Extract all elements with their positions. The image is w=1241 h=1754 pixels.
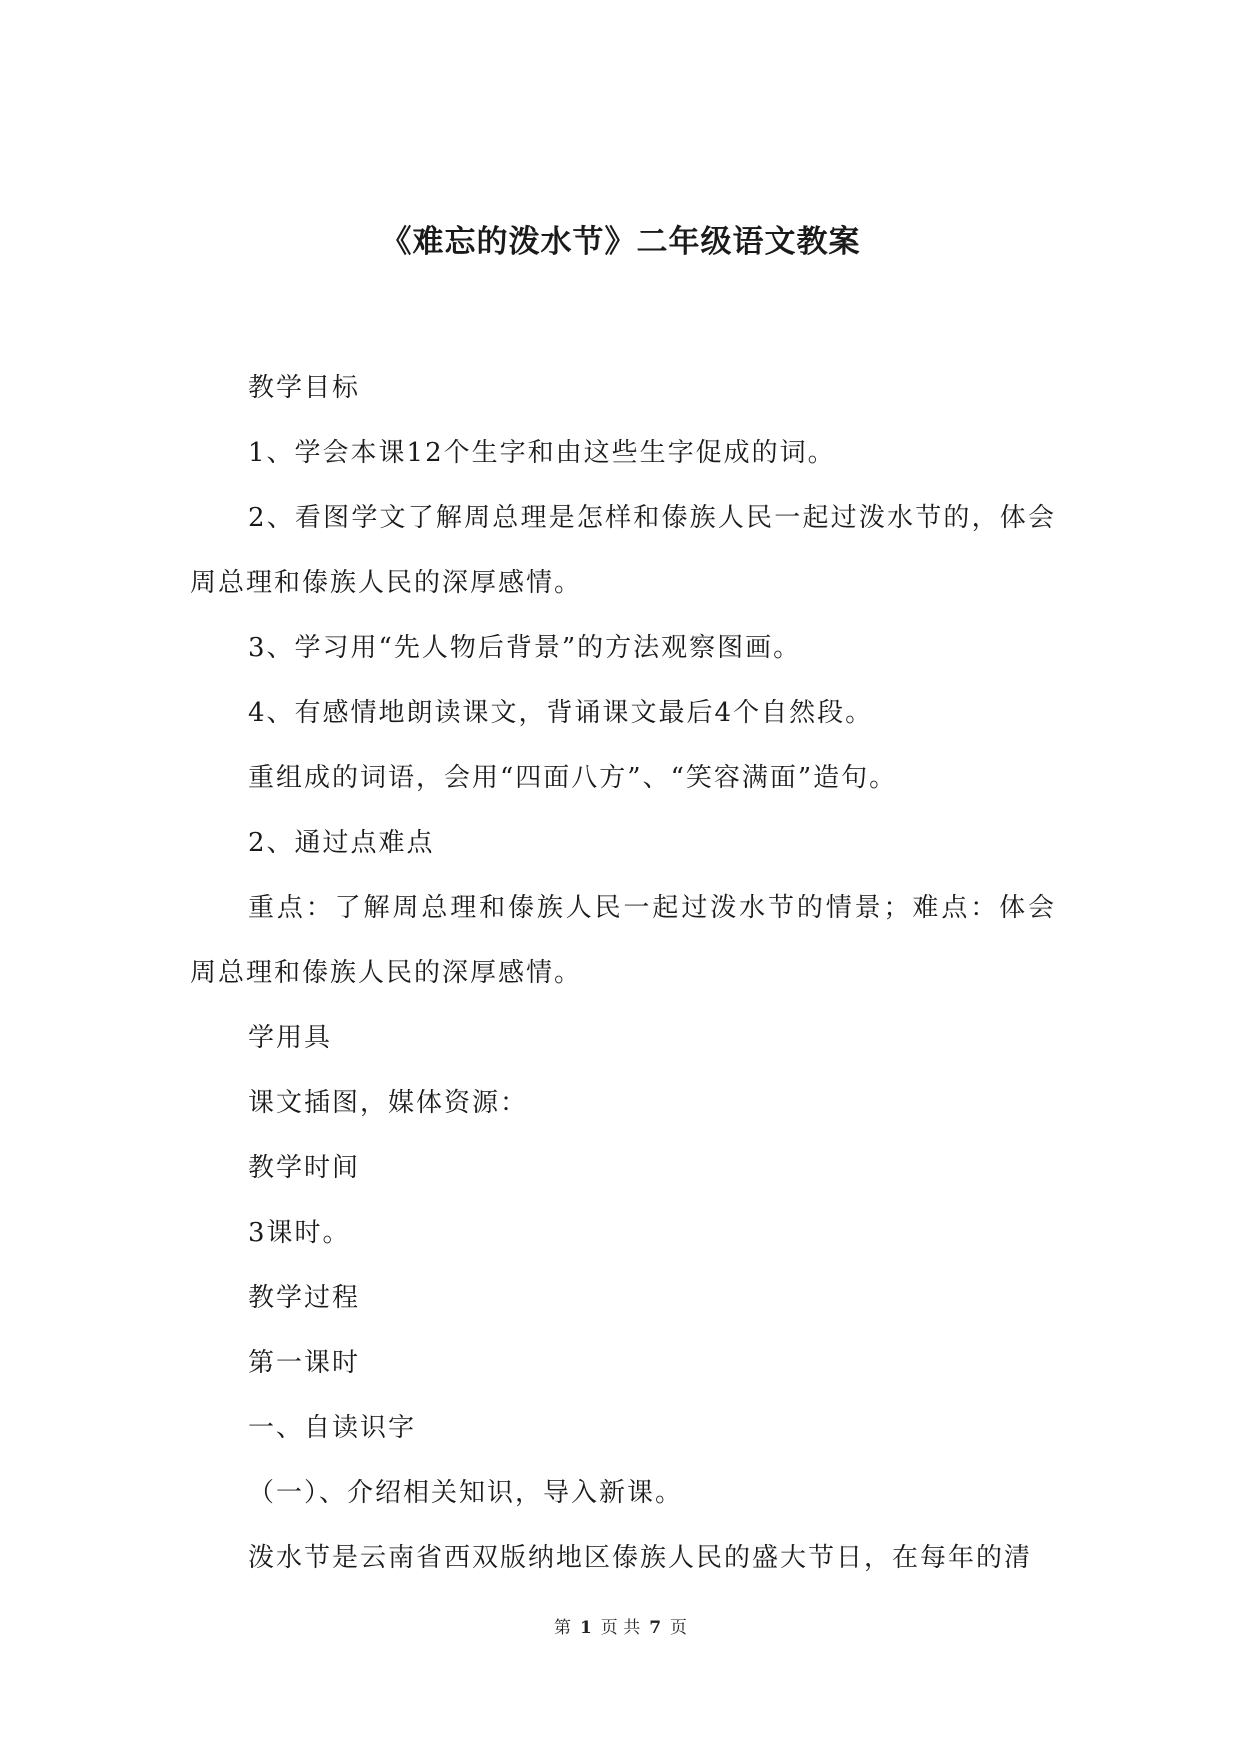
paragraph: 重点：了解周总理和傣族人民一起过泼水节的情景；难点：体会周总理和傣族人民的深厚感情。 <box>190 893 1056 988</box>
paragraph: 1、学会本课12个生字和由这些生字促成的词。 <box>248 438 836 468</box>
footer-middle: 页 共 <box>600 1618 641 1638</box>
paragraph: 3、学习用“先人物后背景”的方法观察图画。 <box>248 633 802 663</box>
document-title: 《难忘的泼水节》二年级语文教案 <box>380 224 861 260</box>
footer-suffix: 页 <box>670 1618 688 1638</box>
document-body <box>190 356 1056 1591</box>
paragraph: （一）、介绍相关知识，导入新课。 <box>248 1478 684 1508</box>
paragraph: 一、自读识字 <box>248 1413 417 1443</box>
footer-prefix: 第 <box>553 1618 571 1638</box>
paragraph: 教学过程 <box>248 1283 361 1313</box>
paragraph: 泼水节是云南省西双版纳地区傣族人民的盛大节日，在每年的清 <box>248 1543 1033 1573</box>
page-footer <box>0 1617 1241 1639</box>
paragraph: 教学时间 <box>248 1153 361 1183</box>
paragraph: 学用具 <box>248 1023 333 1053</box>
total-pages-number: 7 <box>649 1618 662 1638</box>
paragraph: 4、有感情地朗读课文，背诵课文最后4个自然段。 <box>248 698 874 728</box>
paragraph: 课文插图，媒体资源： <box>248 1088 529 1118</box>
paragraph: 第一课时 <box>248 1348 361 1378</box>
current-page-number: 1 <box>579 1618 592 1638</box>
paragraph: 重组成的词语，会用“四面八方”、“笑容满面”造句。 <box>248 763 898 793</box>
paragraph: 2、通过点难点 <box>248 828 435 858</box>
paragraph: 3课时。 <box>248 1218 351 1248</box>
paragraph: 教学目标 <box>248 373 361 403</box>
paragraph: 2、看图学文了解周总理是怎样和傣族人民一起过泼水节的，体会周总理和傣族人民的深厚感情。 <box>190 503 1056 598</box>
